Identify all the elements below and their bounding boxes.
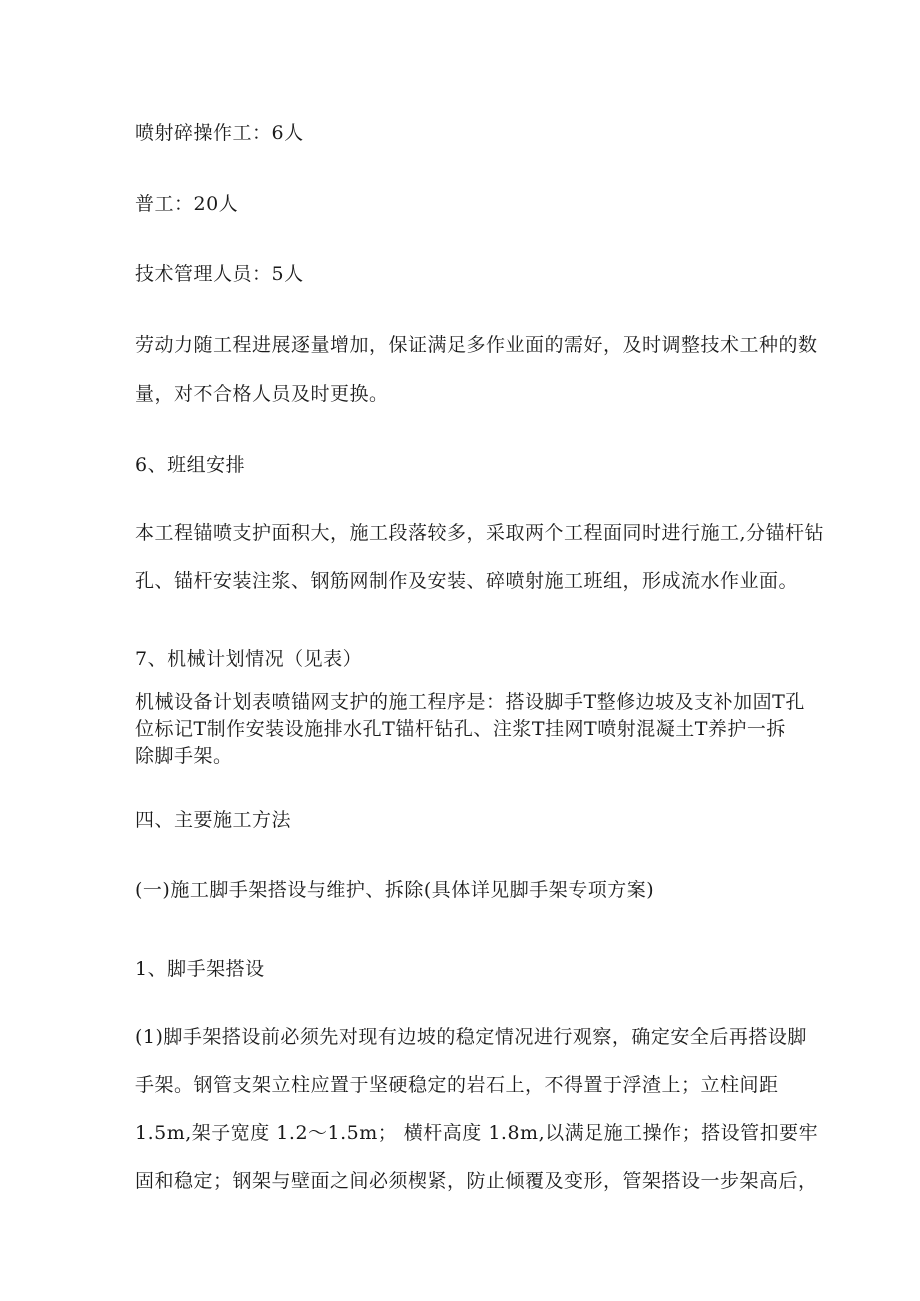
procedure-paragraph-line-1: 机械设备计划表喷锚网支护的施工程序是：搭设脚手T整修边坡及支补加固T孔 <box>135 691 805 713</box>
section-heading-7: 7、机械计划情况（见表） <box>135 648 363 670</box>
item-heading-1: 1、脚手架搭设 <box>135 958 265 980</box>
section-heading-4: 四、主要施工方法 <box>135 809 292 831</box>
procedure-paragraph-line-3: 除脚手架。 <box>135 745 233 767</box>
team-paragraph-line-1: 本工程锚喷支护面积大，施工段落较多，采取两个工程面同时进行施工,分锚杆钻 <box>135 522 825 544</box>
scaffold-paragraph-line-3: 1.5m,架子宽度 1.2～1.5m； 横杆高度 1.8m,以满足施工操作；搭设管扣要牢 <box>135 1122 819 1144</box>
scaffold-paragraph-line-2: 手架。钢管支架立柱应置于坚硬稳定的岩石上，不得置于浮渣上；立柱间距 <box>135 1074 779 1096</box>
procedure-paragraph-line-2: 位标记T制作安装设施排水孔T锚杆钻孔、注浆T挂网T喷射混凝土T养护一拆 <box>135 718 786 740</box>
labor-paragraph-line-2: 量，对不合格人员及时更换。 <box>135 383 389 405</box>
scaffold-paragraph-line-4: 固和稳定；钢架与壁面之间必须楔紧，防止倾覆及变形，管架搭设一步架高后， <box>135 1170 818 1192</box>
staff-general-workers: 普工：20人 <box>135 193 239 215</box>
staff-shotcrete-operators: 喷射碎操作工：6人 <box>135 122 304 144</box>
section-heading-6: 6、班组安排 <box>135 454 246 476</box>
team-paragraph-line-2: 孔、锚杆安装注浆、钢筋网制作及安装、碎喷射施工班组，形成流水作业面。 <box>135 570 799 592</box>
subsection-heading-1: (一)施工脚手架搭设与维护、拆除(具体详见脚手架专项方案) <box>135 879 655 901</box>
labor-paragraph-line-1: 劳动力随工程进展逐量增加，保证满足多作业面的需好，及时调整技术工种的数 <box>135 334 818 356</box>
staff-technical-managers: 技术管理人员：5人 <box>135 263 304 285</box>
scaffold-paragraph-line-1: (1)脚手架搭设前必须先对现有边坡的稳定情况进行观察，确定安全后再搭设脚 <box>135 1026 807 1048</box>
